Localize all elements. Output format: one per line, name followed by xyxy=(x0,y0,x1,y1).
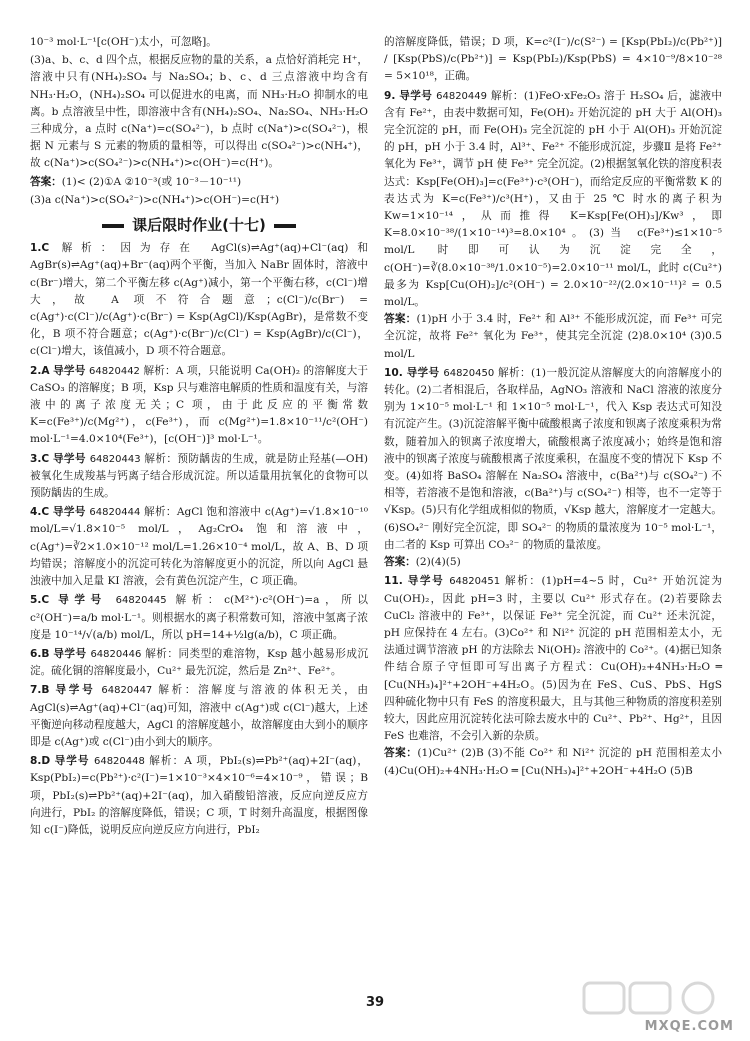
answer-label: 答案： xyxy=(30,175,62,188)
section-heading xyxy=(30,217,368,234)
analysis-text: AgCl 饱和溶液中 c(Ag⁺)=√1.8×10⁻¹⁰ mol/L=√1.8×10⁻⁵ mol/L，Ag₂CrO₄ 饱和溶液中，c(Ag⁺)=∛2×1.0×10⁻¹² mol/L=1.26×10⁻⁴ mol/L，故 A、B、D 项均错误；溶解度小的沉淀可转化为溶解度更小的沉淀，所以向 AgCl 悬浊液中加入足量 KI 溶液，会有黄色沉淀产生，C 项正确。 xyxy=(30,506,369,588)
analysis-text: A 项，只能说明 Ca(OH)₂ 的溶解度大于 CaSO₃ 的溶解度；B 项，Ksp 只与难溶电解质的性质和温度有关，与溶液中的离子浓度无关；C 项，由于此反应的平衡常数 K=c(Fe³⁺)/c(Mg²⁺)，c(Fe³⁺)，而 c(Mg²⁺)=1.8×10⁻¹¹/c²(OH⁻) mol·L⁻¹=4.0×10⁴(Fe³⁺)，[c(OH⁻)]³ mol·L⁻¹。 xyxy=(30,364,368,446)
item-number: 9. xyxy=(384,89,396,102)
analysis-label: 解析： xyxy=(498,366,532,379)
guide-number: 64820446 xyxy=(90,648,142,660)
analysis-text: c(M²⁺)·c²(OH⁻)=a，所以 c²(OH⁻)=a/b mol·L⁻¹。则根据水的离子积常数可知，溶液中氢离子浓度是 10⁻¹⁴/√(a/b) mol/L，所以 pH=14+½lg(a/b)，C 项正确。 xyxy=(30,594,369,641)
item-number: 4.C xyxy=(30,506,50,519)
page-number: 39 xyxy=(365,994,385,1010)
guide-label: 导学号 xyxy=(54,755,90,768)
right-column xyxy=(384,34,722,781)
solution-item-3 xyxy=(30,451,368,503)
answer-text: (1)pH 小于 3.4 时，Fe²⁺ 和 Al³⁺ 不能形成沉淀，而 Fe³⁺ 可完全沉淀，故将 Fe²⁺ 氧化为 Fe³⁺，使其完全沉淀 (2)8.0×10⁴ (3)0.5 mol/L xyxy=(384,313,722,360)
analysis-label: 解析： xyxy=(505,575,542,588)
guide-label: 导学号 xyxy=(406,366,440,379)
heading-left-bar xyxy=(102,224,124,228)
item-number: 2.A xyxy=(30,364,50,377)
answer-text: (2)(4)(5) xyxy=(415,556,461,569)
guide-number: 64820450 xyxy=(443,367,495,379)
analysis-label: 解析： xyxy=(149,755,185,768)
answer-block-11 xyxy=(384,745,722,779)
solution-item-4 xyxy=(30,504,368,590)
answer-block xyxy=(30,174,368,191)
answer-text-1: (1)< (2)①A ②10⁻³(或 10⁻³－10⁻¹¹) xyxy=(61,175,242,188)
solution-item-11 xyxy=(384,573,722,745)
guide-number: 64820447 xyxy=(101,685,153,697)
analysis-label: 解析： xyxy=(490,89,524,102)
solution-item-1 xyxy=(30,240,368,360)
analysis-label: 解析： xyxy=(144,506,177,519)
guide-label: 导学号 xyxy=(53,364,86,377)
analysis-text: 因为存在 AgCl(s)⇌Ag⁺(aq)+Cl⁻(aq)和 AgBr(s)⇌Ag⁺(aq)+Br⁻(aq)两个平衡，当加入 NaBr 固体时，溶液中 c(Br⁻)增大，第二个平衡左移 c(Ag⁺)减小，第一个平衡右移，c(Cl⁻)增大，故 A 项不符合题意；c(Cl⁻)/c(Br⁻) = c(Ag⁺)·c(Cl⁻)/c(Ag⁺)·c(Br⁻) = Ksp(AgCl)/Ksp(AgBr)，是常数不变化，B 项不符合题意；c(Ag⁺)·c(Br⁻)/c(Cl⁻) = Ksp(AgBr)/c(Cl⁻)，c(Cl⁻)增大，该值减小，D 项不符合题意。 xyxy=(30,242,369,358)
guide-number: 64820445 xyxy=(115,595,167,607)
guide-number: 64820451 xyxy=(449,576,501,588)
watermark-text: MXQE.COM xyxy=(644,1018,734,1034)
item-number: 1.C xyxy=(30,242,50,255)
analysis-label: 解析： xyxy=(145,647,179,660)
item-number: 6.B xyxy=(30,647,50,660)
guide-label: 导学号 xyxy=(53,647,87,660)
solution-item-9 xyxy=(384,88,722,312)
solution-item-2 xyxy=(30,363,368,449)
item-number: 8.D xyxy=(30,755,51,768)
analysis-text: (1)一般沉淀从溶解度大的向溶解度小的转化。(2)二者相混后，各取样品，AgNO₃ 溶液和 NaCl 溶液的浓度分别为 1×10⁻⁵ mol·L⁻¹ 和 1×10⁻⁵ mol·L⁻¹，代入 Ksp 表达式可知没有沉淀产生。(3)沉淀溶解平衡中硫酸根离子浓度和钡离子浓度乘积为常数，随着加入的钡离子浓度增大，硫酸根离子浓度减小；始终是饱和溶液中的钡离子浓度与硫酸根离子浓度乘积，在温度不变的情况下 Ksp 不变。(4)如将 BaSO₄ 溶解在 Na₂SO₄ 溶液中，c(Ba²⁺)与 c(SO₄²⁻) 不相等，若溶液不是饱和溶液，c(Ba²⁺)与 c(SO₄²⁻) 相等，也不一定等于 √Ksp。(5)只有化学组成相似的物质，√Ksp 越大，溶解度才一定越大。(6)SO₄²⁻ 刚好完全沉淀，即 SO₄²⁻ 的物质的量浓度为 10⁻⁵ mol·L⁻¹，由二者的 Ksp 可算出 CO₃²⁻ 的物质的量浓度。 xyxy=(384,366,723,551)
analysis-label: 解析： xyxy=(144,452,178,465)
analysis-label: 解析： xyxy=(158,684,199,697)
solution-item-7 xyxy=(30,682,368,751)
analysis-label: 解析： xyxy=(175,594,225,607)
guide-label: 导学号 xyxy=(52,506,86,519)
heading-right-bar xyxy=(274,224,296,228)
solution-item-10 xyxy=(384,365,722,554)
answer-block-9 xyxy=(384,311,722,363)
guide-number: 64820449 xyxy=(436,90,488,102)
item-number: 10. xyxy=(384,366,403,379)
guide-label: 导学号 xyxy=(407,575,445,588)
continuation-paragraph: 的溶解度降低，错误；D 项，K=c²(I⁻)/c(S²⁻) = [Ksp(PbI₂)/c(Pb²⁺)] / [Ksp(PbS)/c(Pb²⁺)] = Ksp(PbI₂)/Ksp(PbS) = 4×10⁻⁹/8×10⁻²⁸ = 5×10¹⁸，正确。 xyxy=(384,36,722,83)
solution-item-5 xyxy=(30,592,368,644)
answer-label: 答案： xyxy=(384,747,418,760)
analysis-label: 解析： xyxy=(61,242,121,255)
analysis-text: 同类型的难溶物，Ksp 越小越易形成沉淀。硫化铜的溶解度最小，Cu²⁺ 最先沉淀，然后是 Zn²⁺、Fe²⁺。 xyxy=(30,647,369,678)
section-title: 课后限时作业(十七) xyxy=(132,216,266,235)
answer-label: 答案： xyxy=(384,556,416,569)
guide-number: 64820443 xyxy=(89,453,141,465)
item-number: 5.C xyxy=(30,594,50,607)
item-number: 3.C xyxy=(30,452,50,465)
guide-label: 导学号 xyxy=(58,594,107,607)
solution-item-6 xyxy=(30,646,368,680)
analysis-text: (1)FeO·xFe₂O₃ 溶于 H₂SO₄ 后，滤液中含有 Fe²⁺，由表中数据可知，Fe(OH)₂ 开始沉淀的 pH 大于 Al(OH)₃ 完全沉淀的 pH，而 Fe(OH)₃ 完全沉淀的 pH 小于 Al(OH)₃ 开始沉淀的 pH，pH 小于 3.4 时，Al³⁺、Fe²⁺ 不能形成沉淀，步骤Ⅱ 是将 Fe²⁺ 氧化为 Fe³⁺，调节 pH 使 Fe³⁺ 完全沉淀。(2)根据氢氧化铁的溶度积表达式：Ksp[Fe(OH)₃]=c(Fe³⁺)·c³(OH⁻)，而给定反应的平衡常数 K 的表达式为 K=c(Fe³⁺)/c³(H⁺)，又由于 25 ℃ 时水的离子积为 Kw=1×10⁻¹⁴，从而推得 K=Ksp[Fe(OH)₃]/Kw³，即 K=8.0×10⁻³⁸/(1×10⁻¹⁴)³=8.0×10⁴。(3)当 c(Fe³⁺)≤1×10⁻⁵ mol/L 时即可认为沉淀完全，c(OH⁻)=∛(8.0×10⁻³⁸/1.0×10⁻⁵)=2.0×10⁻¹¹ mol/L，此时 c(Cu²⁺) 最多为 Ksp[Cu(OH)₂]/c²(OH⁻) = 2.0×10⁻²²/(2.0×10⁻¹¹)² = 0.5 mol/L。 xyxy=(384,89,723,309)
analysis-text: 溶解度与溶液的体积无关，由 AgCl(s)⇌Ag⁺(aq)+Cl⁻(aq)可知，溶液中 c(Ag⁺)或 c(Cl⁻)越大，上述平衡逆向移动程度越大，AgCl 的溶解度越小，故溶解度由大到小的顺序即是 c(Ag⁺)或 c(Cl⁻)由小到大的顺序。 xyxy=(30,684,368,748)
analysis-text: 预防龋齿的生成，就是防止羟基(—OH)被氧化生成羧基与钙离子结合形成沉淀。所以适量用抗氧化的食物可以预防龋齿的生成。 xyxy=(30,452,368,500)
analysis-label: 解析： xyxy=(143,364,176,377)
guide-number: 64820442 xyxy=(89,365,140,377)
answer-label: 答案： xyxy=(384,313,417,326)
solution-item-8 xyxy=(30,753,368,839)
item-number: 7.B xyxy=(30,684,50,697)
left-column xyxy=(30,34,368,839)
guide-label: 导学号 xyxy=(52,452,86,465)
continuation-paragraph: (3)a、b、c、d 四个点，根据反应物的量的关系，a 点恰好消耗完 H⁺，溶液中只有(NH₄)₂SO₄ 与 Na₂SO₄；b、c、d 三点溶液中均含有 NH₃·H₂O，(NH₄)₂SO₄ 可以促进水的电离，而 NH₃·H₂O 抑制水的电离。b 点溶液呈中性，即溶液中含有(NH₄)₂SO₄、Na₂SO₄、NH₃·H₂O 三种成分，a 点时 c(Na⁺)=c(SO₄²⁻)，b 点时 c(Na⁺)>c(SO₄²⁻)，根据 N 元素与 S 元素的物质的量相等，可以得出 c(SO₄²⁻)>c(NH₄⁺)，故 c(Na⁺)>c(SO₄²⁻)>c(NH₄⁺)>c(OH⁻)=c(H⁺)。 xyxy=(30,54,368,170)
guide-label: 导学号 xyxy=(399,89,433,102)
guide-label: 导学号 xyxy=(55,684,96,697)
answer-text: (1)Cu²⁺ (2)B (3)不能 Co²⁺ 和 Ni²⁺ 沉淀的 pH 范围相差太小 (4)Cu(OH)₂+4NH₃·H₂O ═ [Cu(NH₃)₄]²⁺+2OH⁻+4H₂O (5)B xyxy=(384,747,722,777)
item-number: 11. xyxy=(384,575,403,588)
analysis-text: A 项，PbI₂(s)⇌Pb²⁺(aq)+2I⁻(aq)，Ksp(PbI₂)=c(Pb²⁺)·c²(I⁻)=1×10⁻³×4×10⁻⁶=4×10⁻⁹，错误；B 项，PbI₂(s)⇌Pb²⁺(aq)+2I⁻(aq)，加入硝酸铅溶液，反应向逆反应方向进行，PbI₂ 的溶解度降低，错误；C 项，T 时刻升高温度，根据图像知 c(I⁻)降低，说明反应向逆反应方向进行，PbI₂ xyxy=(30,755,368,836)
continuation-line: 10⁻³ mol·L⁻¹[c(OH⁻)太小，可忽略]。 xyxy=(30,36,217,48)
guide-number: 64820444 xyxy=(89,507,141,519)
answer-text-2: (3)a c(Na⁺)>c(SO₄²⁻)>c(NH₄⁺)>c(OH⁻)=c(H⁺) xyxy=(30,193,280,206)
answer-block-10 xyxy=(384,554,722,571)
guide-number: 64820448 xyxy=(93,756,145,768)
analysis-text: (1)pH=4~5 时，Cu²⁺ 开始沉淀为 Cu(OH)₂，因此 pH=3 时，主要以 Cu²⁺ 形式存在。(2)若要除去 CuCl₂ 溶液中的 Fe³⁺，以保证 Fe³⁺ 完全沉淀，而 Cu²⁺ 还未沉淀，pH 应保持在 4 左右。(3)Co²⁺ 和 Ni²⁺ 沉淀的 pH 范围相差太小，无法通过调节溶液 pH 的方法除去 Ni(OH)₂ 溶液中的 Co²⁺。(4)据已知条件结合原子守恒即可写出离子方程式：Cu(OH)₂+4NH₃·H₂O ═ [Cu(NH₃)₄]²⁺+2OH⁻+4H₂O。(5)因为在 FeS、CuS、PbS、HgS 四种硫化物中只有 FeS 的溶度积最大，且与其他三种物质的溶度积差别较大，因此应用沉淀转化法可除去废水中的 Cu²⁺、Pb²⁺、Hg²⁺，且因 FeS 也难溶，不会引入新的杂质。 xyxy=(384,575,723,743)
